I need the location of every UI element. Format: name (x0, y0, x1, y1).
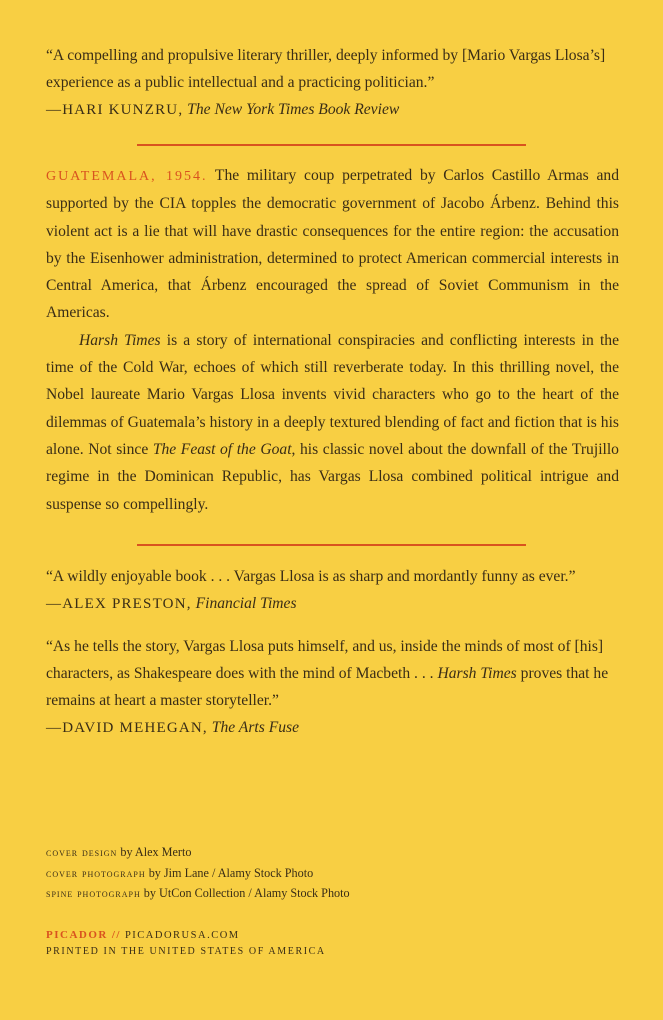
quote-text (46, 633, 619, 714)
credit-cover-photo (46, 864, 376, 885)
credit-cover-design (46, 843, 376, 864)
description-paragraph-2 (46, 327, 619, 518)
description-p2-text-a: is a story of international conspiracies and conflicting interests in the time of the Cold War, echoes of which still reverberate today. In this thrilling novel, the Nobel laureate Mario Vargas Llosa invents vivid characters who go to the heart of the dilemmas of Guatemala’s history in a deeply textured blending of fact and fiction that is his alone. Not since (46, 331, 619, 458)
quote-source: Financial Times (195, 595, 297, 612)
quote-text-a: “As he tells the story, Vargas Llosa puts himself, and us, inside the minds of most of [his] characters, as Shakespeare does with the mind of Macbeth . . . (46, 638, 604, 682)
quote-preston (46, 563, 619, 618)
credit-label: spine photograph (46, 888, 141, 900)
divider-rule (137, 144, 526, 146)
credit-label: cover design (46, 847, 118, 859)
credit-value: by Jim Lane / Alamy Stock Photo (148, 865, 314, 880)
quote-text: “A wildly enjoyable book . . . Vargas Llosa is as sharp and mordantly funny as ever.” (46, 568, 576, 585)
publisher-name: PICADOR (46, 929, 108, 941)
separator: // (111, 929, 121, 941)
quote-text: “A compelling and propulsive literary thriller, deeply informed by [Mario Vargas Llosa’s] experience as a public intellectual and a practicing politician.” (46, 47, 606, 91)
printed-notice: PRINTED IN THE UNITED STATES OF AMERICA (46, 946, 326, 957)
credits (46, 843, 376, 905)
book-title: Harsh Times (437, 665, 517, 682)
credit-spine-photo (46, 884, 376, 905)
book-description (46, 162, 619, 518)
description-lead: GUATEMALA, 1954. (46, 169, 208, 184)
quote-kunzru (46, 42, 619, 124)
divider-rule (137, 544, 526, 546)
description-paragraph-1 (46, 162, 619, 327)
quote-author: —ALEX PRESTON, (46, 596, 192, 612)
publisher-url: PICADORUSA.COM (124, 930, 240, 941)
description-p2-text-b: , his classic novel about the downfall of the Trujillo regime in the Dominican Republic, has Vargas Llosa combined political intrigue and suspense so compellingly. (46, 440, 619, 513)
quote-attribution (46, 590, 619, 618)
book-title: Harsh Times (79, 331, 161, 349)
quote-attribution (46, 714, 619, 742)
quote-author: —HARI KUNZRU, (46, 102, 184, 118)
quote-source: The Arts Fuse (211, 719, 300, 736)
credit-value: by UtCon Collection / Alamy Stock Photo (143, 886, 350, 900)
quote-mehegan (46, 633, 619, 742)
quote-author: —DAVID MEHEGAN, (46, 720, 208, 736)
quote-text-b: proves that he remains at heart a master storyteller.” (46, 665, 609, 709)
quote-attribution (46, 96, 619, 124)
credit-label: cover photograph (46, 867, 146, 880)
related-book-title: The Feast of the Goat (152, 440, 292, 458)
quote-source: The New York Times Book Review (187, 101, 400, 118)
description-p1-text: The military coup perpetrated by Carlos Castillo Armas and supported by the CIA topples the democratic government of Jacobo Árbenz. Behind this violent act is a lie that will have drastic consequences for the entire region: the accusation by the Eisenhower administration, determined to protect American commercial interests in Central America, that Árbenz encouraged the spread of Soviet Communism in the Americas. (46, 167, 619, 322)
credit-value: by Alex Merto (120, 845, 192, 859)
